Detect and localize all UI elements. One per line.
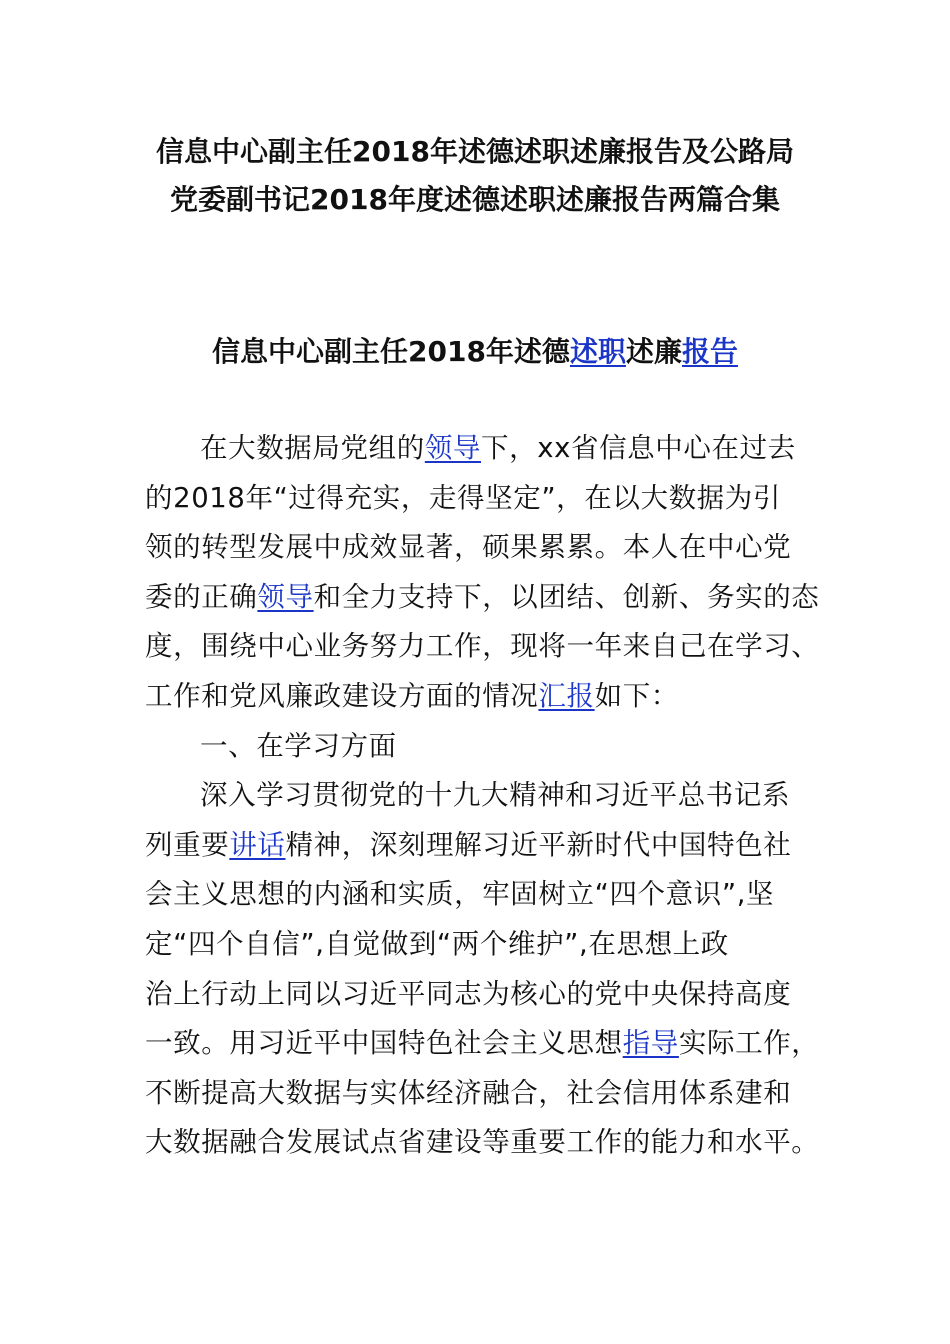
section-title-link-baogao[interactable]: 报告 — [681, 335, 738, 368]
body-text: 在大数据局党组的 — [200, 432, 425, 464]
link-lingdao-1[interactable]: 领导 — [424, 432, 482, 464]
body-line: 度，围绕中心业务努力工作，现将一年来自己在学习、 — [145, 630, 820, 663]
document-title — [120, 128, 830, 224]
body-line: 大数据融合发展试点省建设等重要工作的能力和水平。 — [145, 1126, 820, 1159]
section-heading-study: 一、在学习方面 — [200, 729, 397, 762]
body-line: 会主义思想的内涵和实质，牢固树立“四个意识”,坚 — [145, 878, 775, 911]
body-line: 治上行动上同以习近平同志为核心的党中央保持高度 — [145, 977, 792, 1010]
section-title — [120, 328, 830, 376]
body-text: 如下： — [594, 679, 679, 712]
body-line: 领的转型发展中成效显著，硕果累累。本人在中心党 — [145, 531, 792, 564]
link-huibao[interactable]: 汇报 — [538, 679, 595, 712]
body-line — [145, 1019, 825, 1069]
document-title-line-2: 党委副书记2018年度述德述职述廉报告两篇合集 — [170, 183, 780, 216]
document-title-line-1: 信息中心副主任2018年述德述职述廉报告及公路局 — [156, 135, 794, 168]
body-line: 不断提高大数据与实体经济融合，社会信用体系建和 — [145, 1076, 792, 1109]
body-text: 一致。用习近平中国特色社会主义思想 — [145, 1027, 623, 1060]
body-text: 精神，深刻理解习近平新时代中国特色社 — [285, 828, 792, 861]
body-text: 下，xx省信息中心在过去 — [481, 432, 796, 464]
body-line: 深入学习贯彻党的十九大精神和习近平总书记系 — [200, 779, 791, 812]
body-line: 定“四个自信”,自觉做到“两个维护”,在思想上政 — [145, 927, 729, 960]
body-text: 委的正确 — [145, 580, 258, 613]
body-line: 的2018年“过得充实，走得坚定”，在以大数据为引 — [145, 481, 781, 514]
section-title-link-shuzhi[interactable]: 述职 — [569, 335, 626, 368]
section-title-text: 信息中心副主任2018年述德 — [212, 335, 570, 368]
body-line — [145, 821, 825, 871]
body-text: 工作和党风廉政建设方面的情况 — [145, 679, 539, 712]
link-lingdao-2[interactable]: 领导 — [257, 580, 314, 613]
link-jianghua[interactable]: 讲话 — [229, 828, 286, 861]
body-line — [145, 424, 825, 474]
body-text: 和全力支持下，以团结、创新、务实的态 — [313, 580, 820, 613]
body-line — [145, 672, 825, 722]
body-text: 实际工作， — [678, 1027, 820, 1060]
body-line — [145, 573, 825, 623]
link-zhidao[interactable]: 指导 — [622, 1027, 679, 1060]
report-body — [145, 424, 825, 1168]
section-title-text-mid: 述廉 — [625, 335, 682, 368]
body-text: 列重要 — [145, 828, 230, 861]
